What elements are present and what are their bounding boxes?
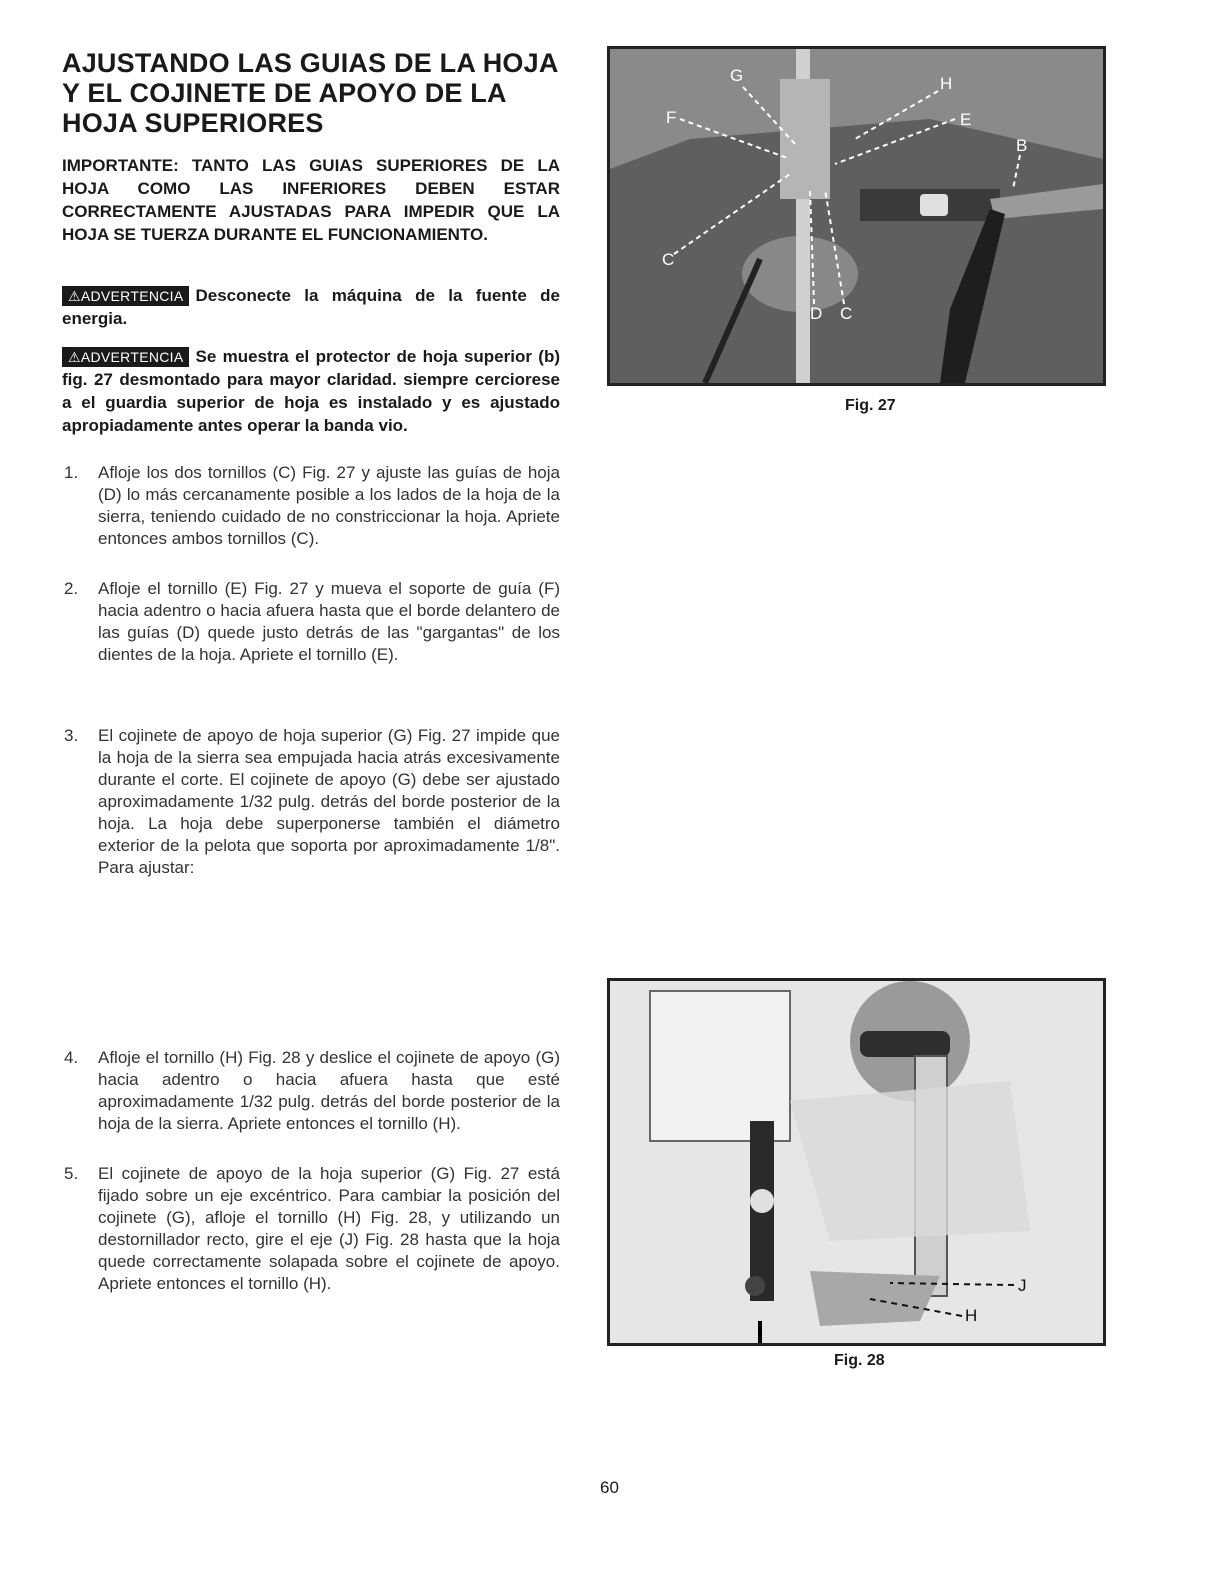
step-number: 1. [64,463,79,482]
figure-27-photo [607,46,1106,386]
page-title: AJUSTANDO LAS GUIAS DE LA HOJA Y EL COJINETE DE APOYO DE LA HOJA SUPERIORES [62,48,558,138]
step-item [62,578,560,666]
figure-28-illustration [610,981,1103,1343]
label-C-right: C [840,304,853,323]
guide-block [810,1271,940,1326]
warning-badge [62,286,189,306]
warning-icon: ⚠ [68,349,81,365]
step-list [62,1047,560,1135]
label-C-left: C [662,250,675,269]
important-notice: IMPORTANTE: TANTO LAS GUIAS SUPERIORES DE LA HOJA COMO LAS INFERIORES DEBEN ESTAR CORRECTAMENTE AJUSTADAS PARA IMPEDIR QUE LA HOJA SE TUERZA DURANTE EL FUNCIONAMIENTO. [62,156,560,244]
warning-badge-label: ADVERTENCIA [80,349,184,365]
bearing-shaft [745,1276,765,1296]
guard-decal [750,1189,774,1213]
step-item [62,725,560,879]
step-number: 4. [64,1048,79,1067]
guide-housing [650,991,790,1141]
label-B: B [1016,136,1028,155]
step-number: 2. [64,579,79,598]
warning-badge-label: ADVERTENCIA [80,288,184,304]
figure-27-caption: Fig. 27 [845,397,896,414]
figure-27-illustration [610,49,1103,383]
warning-icon: ⚠ [68,288,81,304]
label-G: G [730,66,744,85]
step-list [62,578,560,666]
warning-disconnect [62,284,560,330]
step-item [62,1047,560,1135]
guide-post [780,79,830,199]
step-text: Afloje el tornillo (H) Fig. 28 y deslice el cojinete de apoyo (G) hacia adentro o hacia afuera hasta que esté aproximadamente 1/32 pulg. detrás del borde posterior de la hoja de la sierra. Apriete entonces el tornillo (H). [98,1048,560,1133]
label-J: J [1018,1276,1027,1295]
label-F: F [666,108,677,127]
blade-guard [790,1081,1030,1241]
warning-badge [62,347,189,367]
step-text: Afloje los dos tornillos (C) Fig. 27 y ajuste las guías de hoja (D) lo más cercanamente posible a los lados de la hoja de la sierra, teniendo cuidado de no constriccionar la hoja. Apriete entonces ambos tornillos (C). [98,463,560,548]
warning-text: Se muestra el protector de hoja superior (b) fig. 27 desmontado para mayor claridad. siempre cerciorese a el guardia superior de hoja es instalado y es ajustado apropiadamente antes operar la banda vio. [62,347,560,435]
warning-decal [920,194,948,216]
figure-28-caption: Fig. 28 [834,1352,885,1369]
label-E: E [960,110,972,129]
adjustment-knob [860,1031,950,1057]
step-text: El cojinete de apoyo de hoja superior (G) Fig. 27 impide que la hoja de la sierra sea empujada hacia atrás excesivamente durante el corte. El cojinete de apoyo (G) debe ser ajustado aproximadamente 1/32 pulg. detrás del borde posterior de la hoja. La hoja debe superponerse también el diámetro exterior de la pelota que soporta por aproximadamente 1/8". Para ajustar: [98,726,560,877]
step-item [62,462,560,550]
step-text: Afloje el tornillo (E) Fig. 27 y mueva el soporte de guía (F) hacia adentro o hacia afuera hasta que el borde delantero de las guías (D) quede justo detrás de las "gargantas" de los dientes de la hoja. Apriete el tornillo (E). [98,579,560,664]
warning-guard [62,345,560,437]
step-number: 5. [64,1164,79,1183]
step-number: 3. [64,726,79,745]
table-surface [610,119,1103,383]
label-D: D [810,304,823,323]
step-item [62,1163,560,1295]
label-H: H [940,74,953,93]
warning-text: Desconecte la máquina de la fuente de energia. [62,286,560,328]
label-H: H [965,1306,978,1325]
step-list [62,1163,560,1295]
step-list [62,462,560,550]
figure-28-photo [607,978,1106,1346]
step-list [62,725,560,879]
step-text: El cojinete de apoyo de la hoja superior (G) Fig. 27 está fijado sobre un eje excéntrico. Para cambiar la posición del cojinete (G), afloje el tornillo (H) Fig. 28, y utilizando un destornillador recto, gire el eje (J) Fig. 28 hasta que la hoja quede correctamente solapada sobre el cojinete de apoyo. Apriete entonces el tornillo (H). [98,1164,560,1293]
page-number: 60 [600,1478,619,1497]
